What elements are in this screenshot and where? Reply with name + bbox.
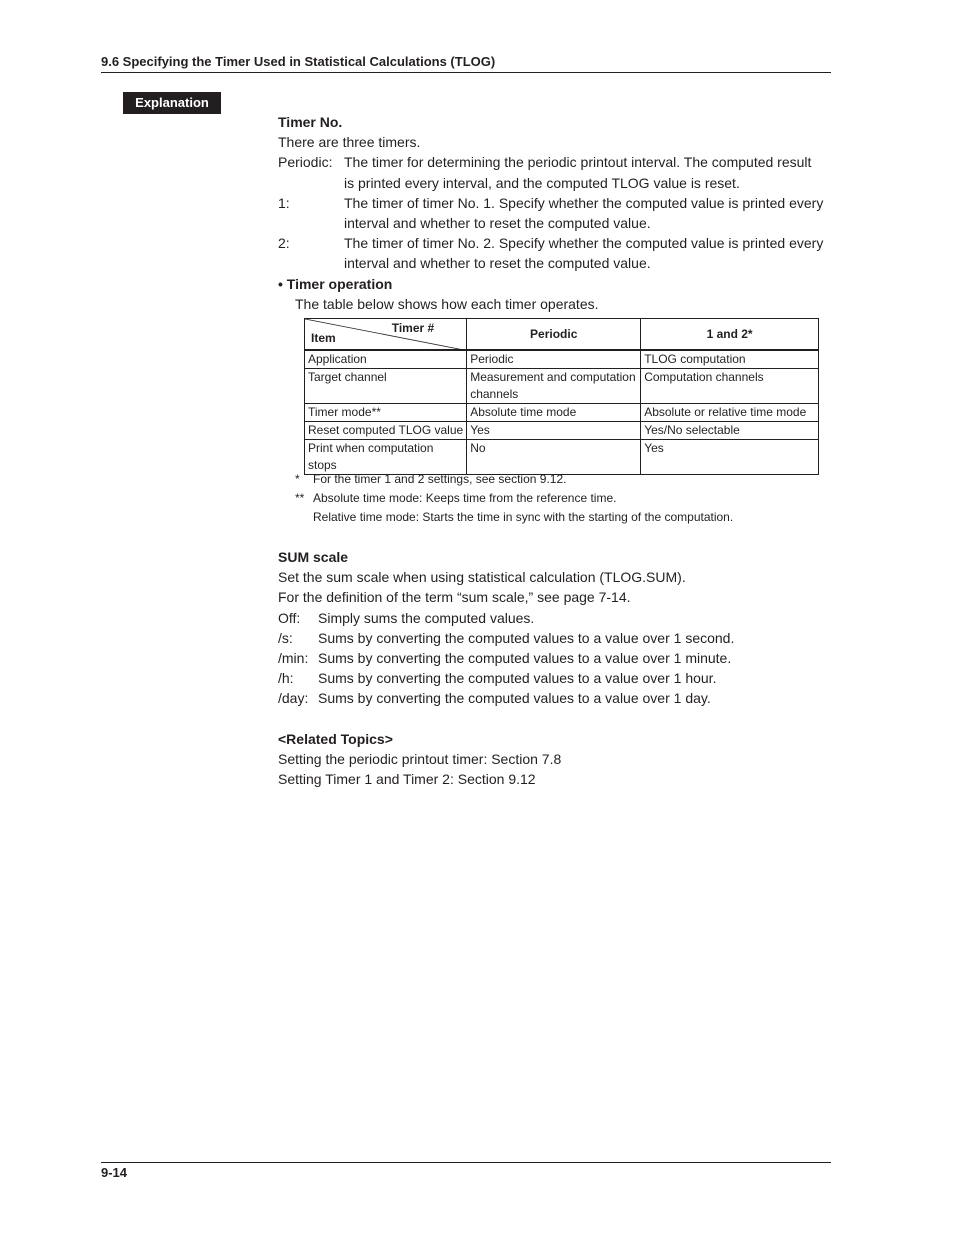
explanation-badge: Explanation: [123, 92, 221, 114]
table-diagonal-header: [305, 319, 467, 351]
table-cell: Print when computation stops: [305, 440, 467, 475]
timer-no-heading: Timer No.: [278, 114, 343, 130]
header-1-and-2: 1 and 2*: [641, 319, 819, 351]
sum-item-text: Sums by converting the computed values to a value over 1 minute.: [318, 650, 732, 667]
table-row: [305, 350, 819, 369]
timer-item-periodic: [278, 152, 838, 192]
timer-item-1: [278, 193, 838, 233]
sum-item-text: Sums by converting the computed values to a value over 1 second.: [318, 629, 735, 646]
sum-item-text: Sums by converting the computed values to a value over 1 hour.: [318, 670, 717, 687]
table-cell: TLOG computation: [641, 350, 819, 369]
table-cell: No: [467, 440, 641, 475]
timer-no-section: [278, 112, 838, 314]
note-mark: **: [295, 491, 305, 505]
table-cell: Computation channels: [641, 369, 819, 404]
sum-scale-heading: SUM scale: [278, 549, 349, 565]
header-rule: [101, 72, 831, 73]
timer-item-text: interval and whether to reset the computed value.: [344, 215, 651, 232]
table-cell: Yes: [467, 422, 641, 440]
header-item-label: Item: [311, 331, 336, 345]
page-number: 9-14: [101, 1165, 128, 1180]
sum-item-key: /s:: [278, 629, 293, 646]
timer-operation-heading: • Timer operation: [278, 275, 393, 292]
table-cell: Absolute time mode: [467, 404, 641, 422]
note-mark: *: [295, 472, 300, 486]
note-text: Absolute time mode: Keeps time from the reference time.: [313, 491, 617, 505]
sum-scale-line: For the definition of the term “sum scale,” see page 7-14.: [278, 589, 631, 606]
header-timer-label: Timer #: [391, 321, 435, 335]
note-text: Relative time mode: Starts the time in sync with the starting of the computation.: [313, 510, 734, 524]
note-2: [295, 489, 815, 508]
table-header-row: [305, 319, 819, 351]
timer-item-text: The timer of timer No. 2. Specify whether the computed value is printed every: [344, 235, 824, 252]
table-cell: Timer mode**: [305, 404, 467, 422]
note-1: [295, 470, 815, 489]
related-topics-heading: <Related Topics>: [278, 731, 393, 747]
sum-item-text: Sums by converting the computed values to a value over 1 day.: [318, 690, 711, 707]
section-title: 9.6 Specifying the Timer Used in Statistical Calculations (TLOG): [101, 54, 496, 69]
table-row: [305, 369, 819, 404]
sum-item: [278, 608, 838, 628]
sum-item: [278, 668, 838, 688]
sum-item: [278, 628, 838, 648]
sum-item-text: Simply sums the computed values.: [318, 609, 535, 626]
note-3: [295, 508, 815, 527]
timer-operation-intro: The table below shows how each timer operates.: [295, 295, 599, 312]
table-cell: Application: [305, 350, 467, 369]
sum-scale-line: Set the sum scale when using statistical calculation (TLOG.SUM).: [278, 569, 686, 586]
sum-item-key: /h:: [278, 670, 294, 687]
table-cell: Measurement and computation channels: [467, 369, 641, 404]
table-cell: Reset computed TLOG value: [305, 422, 467, 440]
timer-no-intro: There are three timers.: [278, 134, 421, 151]
table-notes: [295, 470, 815, 527]
timer-item-text: is printed every interval, and the computed TLOG value is reset.: [344, 174, 740, 191]
timer-item-key: 2:: [278, 235, 290, 252]
table-cell: Target channel: [305, 369, 467, 404]
timer-item-text: The timer for determining the periodic printout interval. The computed result: [344, 154, 812, 171]
timer-item-key: 1:: [278, 194, 290, 211]
table-row: [305, 422, 819, 440]
table-cell: Periodic: [467, 350, 641, 369]
table-cell: Yes: [641, 440, 819, 475]
related-topic-link[interactable]: Setting the periodic printout timer: Section 7.8: [278, 751, 562, 768]
table-row: [305, 404, 819, 422]
sum-item: [278, 648, 838, 668]
timer-operation-table: [304, 318, 819, 475]
timer-item-key: Periodic:: [278, 154, 333, 171]
related-topic-link[interactable]: Setting Timer 1 and Timer 2: Section 9.12: [278, 771, 536, 788]
timer-item-2: [278, 233, 838, 273]
sum-item-key: /day:: [278, 690, 309, 707]
timer-item-text: The timer of timer No. 1. Specify whether the computed value is printed every: [344, 194, 824, 211]
note-text: For the timer 1 and 2 settings, see section 9.12.: [313, 472, 567, 486]
header-periodic: Periodic: [467, 319, 641, 351]
table-cell: Yes/No selectable: [641, 422, 819, 440]
related-topics-section: [278, 729, 838, 790]
table-cell: Absolute or relative time mode: [641, 404, 819, 422]
sum-item: [278, 688, 838, 708]
sum-item-key: /min:: [278, 650, 309, 667]
footer-rule: [101, 1162, 831, 1163]
sum-item-key: Off:: [278, 609, 301, 626]
sum-scale-section: [278, 547, 838, 709]
timer-item-text: interval and whether to reset the computed value.: [344, 255, 651, 272]
